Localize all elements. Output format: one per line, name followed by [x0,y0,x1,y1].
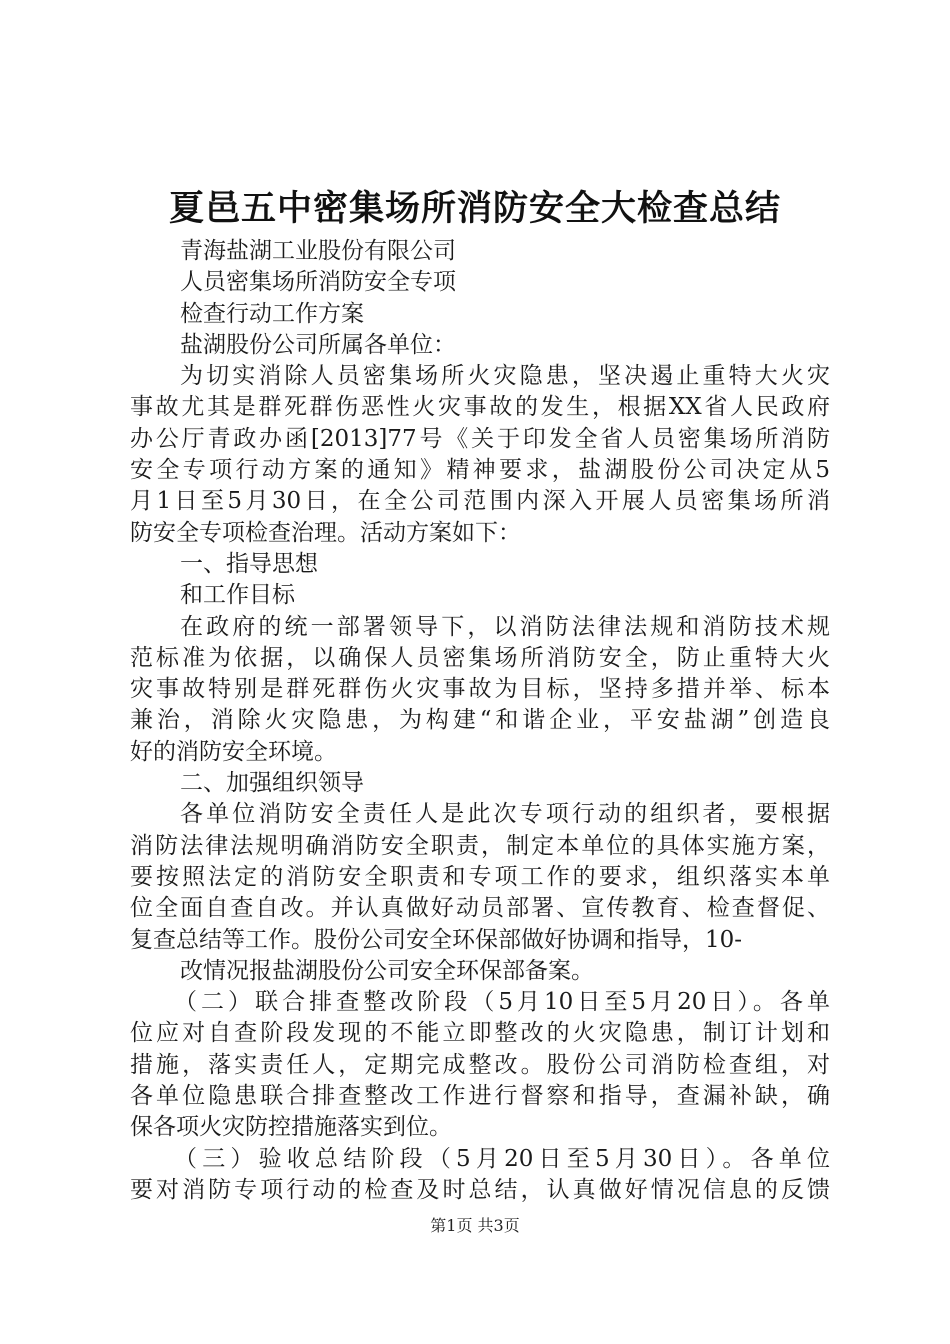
section-heading: 和工作目标 [180,582,295,609]
section-heading: 一、指导思想 [180,550,318,577]
text-line: 兼治，消除火灾隐患，为构建“和谐企业，平安盐湖”创造良 [130,707,830,734]
text-line: 事故尤其是群死群伤恶性火灾事故的发生，根据XX省人民政府 [130,394,830,421]
text-line: 各单位消防安全责任人是此次专项行动的组织者，要根据 [180,801,830,828]
document-title: 夏邑五中密集场所消防安全大检查总结 [168,188,781,229]
text-line: 消防法律法规明确消防安全职责，制定本单位的具体实施方案， [130,832,830,859]
text-line: 范标准为依据，以确保人员密集场所消防安全，防止重特大火 [130,644,830,671]
text-line: 要按照法定的消防安全职责和专项工作的要求，组织落实本单 [130,863,830,890]
document-body [130,236,830,1206]
text-line: 复查总结等工作。股份公司安全环保部做好协调和指导，10- [130,926,743,953]
text-line: 在政府的统一部署领导下，以消防法律法规和消防技术规 [180,613,830,640]
text-line: 人员密集场所消防安全专项 [180,269,456,296]
text-line: （二）联合排查整改阶段（5月10日至5月20日）。各单 [174,989,830,1016]
text-line: 办公厅青政办函[2013]77号《关于印发全省人员密集场所消防 [130,425,830,452]
text-line: 安全专项行动方案的通知》精神要求，盐湖股份公司决定从5 [130,457,830,484]
text-line: 要对消防专项行动的检查及时总结，认真做好情况信息的反馈 [130,1176,830,1203]
text-line: 月1日至5月30日，在全公司范围内深入开展人员密集场所消 [130,488,830,515]
page-number: 第1页 共3页 [430,1216,520,1235]
text-line: 位全面自查自改。并认真做好动员部署、宣传教育、检查督促、 [130,895,830,922]
text-line: 青海盐湖工业股份有限公司 [180,238,456,264]
text-line: 位应对自查阶段发现的不能立即整改的火灾隐患，制订计划和 [130,1020,830,1047]
text-line: 各单位隐患联合排查整改工作进行督察和指导，查漏补缺，确 [130,1083,830,1110]
text-line: 检查行动工作方案 [180,300,364,327]
section-heading: 二、加强组织领导 [180,770,364,797]
text-line: 好的消防安全环境。 [130,738,337,765]
text-line: 改情况报盐湖股份公司安全环保部备案。 [180,957,594,984]
text-line: 盐湖股份公司所属各单位： [180,331,456,358]
text-line: （三）验收总结阶段（5月20日至5月30日）。各单位 [174,1145,830,1172]
text-line: 保各项火灾防控措施落实到位。 [130,1114,452,1141]
text-line: 防安全专项检查治理。活动方案如下： [130,519,521,546]
text-line: 措施，落实责任人，定期完成整改。股份公司消防检查组，对 [130,1051,830,1078]
text-line: 灾事故特别是群死群伤火灾事故为目标，坚持多措并举、标本 [130,676,830,703]
text-line: 为切实消除人员密集场所火灾隐患，坚决遏止重特大火灾 [180,363,830,390]
